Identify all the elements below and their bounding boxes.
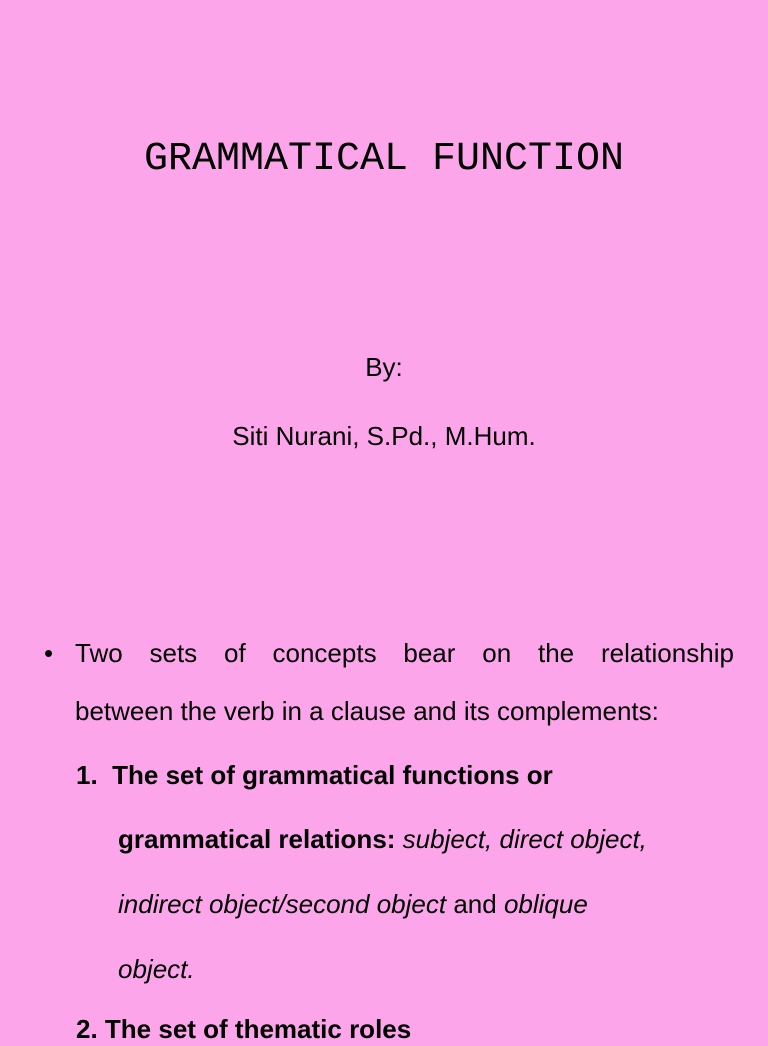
author-name: Siti Nurani, S.Pd., M.Hum. xyxy=(232,421,536,451)
bullet-word: Two xyxy=(75,638,123,668)
list-item-2-partial: 2. The set of thematic roles xyxy=(76,1014,412,1044)
bullet-paragraph xyxy=(44,636,734,752)
bullet-word: the xyxy=(537,638,575,668)
bullet-line-1 xyxy=(44,636,734,694)
relations-list-c: oblique xyxy=(503,889,588,919)
relations-list-b: indirect object/second object xyxy=(118,889,447,919)
by-label: By: xyxy=(365,352,403,382)
bullet-word: bear xyxy=(403,638,456,668)
bullet-text-line-2: between the verb in a clause and its complements: xyxy=(75,696,659,726)
list-item-1-line-4 xyxy=(118,952,195,986)
list-item-1-line-3 xyxy=(118,887,588,921)
bullet-word: sets xyxy=(149,638,198,668)
bullet-word: of xyxy=(224,638,246,668)
list-item-1-number: 1. xyxy=(76,760,98,790)
list-item-1-line-1 xyxy=(76,758,553,792)
bullet-word: relationship xyxy=(600,638,734,668)
bullet-word: concepts xyxy=(272,638,377,668)
list-item-1-line-2 xyxy=(118,822,647,856)
bullet-line-2 xyxy=(44,694,734,752)
list-item-1-lead: The set of grammatical functions or xyxy=(112,760,553,790)
relations-and: and xyxy=(453,889,497,919)
bullet-dot-icon: • xyxy=(44,638,54,668)
bullet-word: on xyxy=(482,638,512,668)
slide-title: GRAMMATICAL FUNCTION xyxy=(143,137,625,182)
grammatical-relations-label: grammatical relations: xyxy=(118,824,396,854)
bullet-text-line-1 xyxy=(75,636,734,670)
relations-list-d: object. xyxy=(118,954,195,984)
relations-list-a: subject, direct object, xyxy=(402,824,647,854)
